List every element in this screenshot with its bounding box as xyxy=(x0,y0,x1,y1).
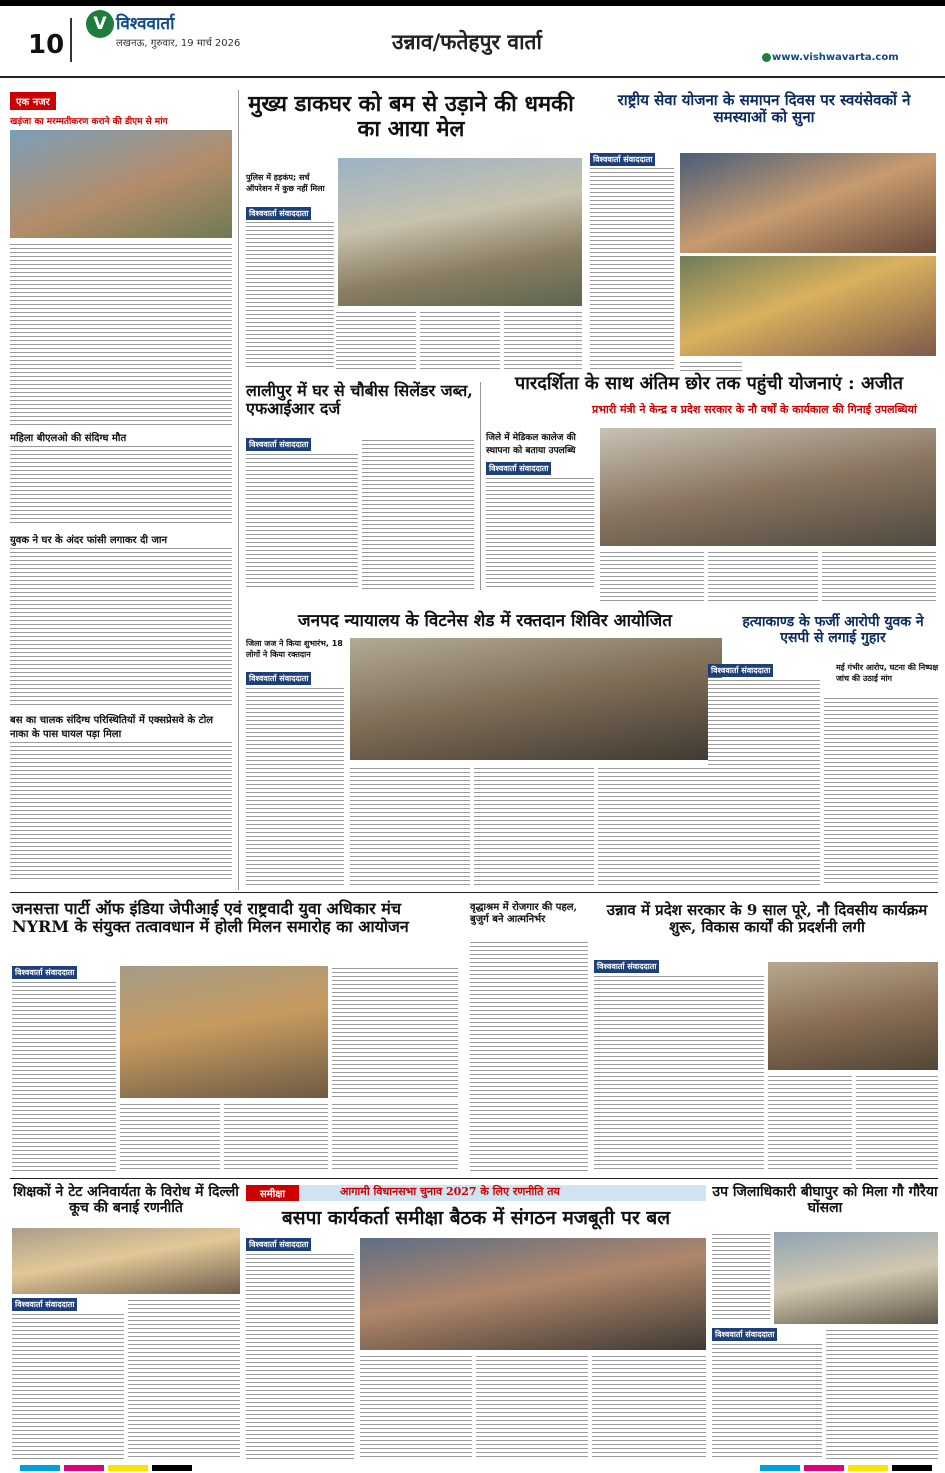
story4-kicker: जिले में मेडिकल कालेज की स्थापना को बताया उपलब्धि xyxy=(486,433,576,456)
story10-body-col1 xyxy=(12,1312,124,1460)
registration-yellow-2 xyxy=(848,1465,888,1471)
story8-body xyxy=(470,940,588,1172)
brief-body-3 xyxy=(10,546,232,706)
story11-tag-title: आगामी विधानसभा चुनाव 2027 के लिए रणनीति तय xyxy=(340,1185,560,1198)
section-rule-2 xyxy=(10,1178,938,1179)
registration-yellow xyxy=(108,1465,148,1471)
registration-magenta-2 xyxy=(804,1465,844,1471)
story11-headline: बसपा कार्यकर्ता समीक्षा बैठक में संगठन मजबूती पर बल xyxy=(281,1207,671,1229)
story9-byline: विश्ववार्ता संवाददाता xyxy=(594,960,659,973)
story7-body-col1 xyxy=(12,980,116,1172)
story7-body-col3 xyxy=(120,1102,220,1172)
story5-headline: जनपद न्यायालय के विटनेस शेड में रक्तदान शिविर आयोजित xyxy=(298,611,672,631)
registration-cyan-2 xyxy=(760,1465,800,1471)
story7-body-col4 xyxy=(224,1102,328,1172)
brief-photo-1 xyxy=(10,130,232,238)
story10-photo xyxy=(12,1228,240,1294)
story4-body-col2 xyxy=(600,550,704,602)
story7-headline: जनसत्ता पार्टी ऑफ इंडिया जेपीआई एवं राष्ट्रवादी युवा अधिकार मंच NYRM के संयुक्त तत्वावधान में होली मिलन समारोह का आयोजन xyxy=(12,899,409,937)
story2-body-col1 xyxy=(246,452,358,590)
story1-kicker: पुलिस में हड़कंप; सर्च ऑपरेशन में कुछ नहीं मिला xyxy=(246,173,325,193)
page-number: 10 xyxy=(28,30,65,60)
story9-headline: उन्नाव में प्रदेश सरकार के 9 साल पूरे, नौ दिवसीय कार्यक्रम शुरू, विकास कार्यों की प्रदर्शनी लगी xyxy=(606,901,928,937)
story9-body-col2 xyxy=(768,1074,852,1172)
story7-photo xyxy=(120,966,328,1098)
story11-photo xyxy=(360,1238,706,1350)
story4-body-col3 xyxy=(708,550,818,602)
story3-headline: राष्ट्रीय सेवा योजना के समापन दिवस पर स्वयंसेवकों ने समस्याओं को सुना xyxy=(617,91,911,127)
story3-byline: विश्ववार्ता संवाददाता xyxy=(590,153,655,166)
story12-photo xyxy=(774,1232,938,1324)
story10-body-col2 xyxy=(128,1298,240,1460)
masthead-dateline: लखनऊ, गुरुवार, 19 मार्च 2026 xyxy=(116,38,241,49)
story11-body-col4 xyxy=(592,1354,706,1460)
story5-photo xyxy=(350,638,722,760)
story2-byline: विश्ववार्ता संवाददाता xyxy=(246,438,311,451)
story11-body-col3 xyxy=(476,1354,588,1460)
story9-photo xyxy=(768,962,938,1070)
story3-body-col1 xyxy=(590,166,674,372)
story1-body-col3 xyxy=(420,310,500,370)
ek-nazar-tag: एक नजर xyxy=(10,92,56,110)
story12-headline: उप जिलाधिकारी बीघापुर को मिला गौ गौरैया घोंसला xyxy=(712,1184,938,1217)
story11-byline: विश्ववार्ता संवाददाता xyxy=(246,1238,311,1251)
story11-tag: समीक्षा xyxy=(246,1185,299,1201)
story7-body-col5 xyxy=(332,1102,458,1172)
story6-kicker: मई गंभीर आरोप, घटना की निष्पक्ष जांच की उठाई मांग xyxy=(836,663,939,683)
story11-body-col2 xyxy=(360,1354,472,1460)
story12-byline: विश्ववार्ता संवाददाता xyxy=(712,1328,777,1341)
story6-body-col2 xyxy=(824,696,938,886)
story12-body-top xyxy=(712,1232,770,1320)
story3-body-col2 xyxy=(680,360,742,372)
left-column xyxy=(10,92,232,882)
brief-body-4 xyxy=(10,740,232,882)
story10-headline: शिक्षकों ने टेट अनिवार्यता के विरोध में दिल्ली कूच की बनाई रणनीति xyxy=(13,1184,239,1217)
story2-headline: लालीपुर में घर से चौबीस सिलेंडर जब्त, एफआईआर दर्ज xyxy=(246,381,473,419)
story6-headline: हत्याकाण्ड के फर्जी आरोपी युवक ने एसपी से लगाई गुहार xyxy=(742,614,924,647)
story5-byline: विश्ववार्ता संवाददाता xyxy=(246,672,311,685)
section-title: उन्नाव/फतेहपुर वार्ता xyxy=(392,29,542,54)
story1-headline: मुख्य डाकघर को बम से उड़ाने की धमकी का आया मेल xyxy=(248,91,574,143)
story1-body-col2 xyxy=(336,310,416,370)
story7-body-col2 xyxy=(332,966,458,1098)
masthead-divider xyxy=(70,18,72,62)
story4-byline: विश्ववार्ता संवाददाता xyxy=(486,462,551,475)
story4-headline: पारदर्शिता के साथ अंतिम छोर तक पहुंची योजनाएं : अजीत xyxy=(515,373,903,394)
story8-headline: वृद्धाश्रम में रोजगार की पहल, बुजुर्ग बने आत्मनिर्भर xyxy=(470,902,578,925)
globe-icon xyxy=(762,53,771,62)
registration-black-2 xyxy=(892,1465,932,1471)
brief-headline-2: महिला बीएलओ की संदिग्ध मौत xyxy=(10,433,127,444)
brand-name: विश्ववार्ता xyxy=(116,14,175,34)
story11-body-col1 xyxy=(246,1252,354,1460)
story3-photo-2 xyxy=(680,256,936,356)
story5-body-col4 xyxy=(598,766,722,886)
brief-body-1 xyxy=(10,242,232,425)
story5-body-col1 xyxy=(246,686,344,886)
story2-body-col2 xyxy=(362,438,474,590)
column-rule-left xyxy=(238,90,239,890)
registration-black xyxy=(152,1465,192,1471)
story5-kicker: जिला जज ने किया शुभारंभ, 18 लोगों ने किया रक्तदान xyxy=(246,639,343,659)
story7-byline: विश्ववार्ता संवाददाता xyxy=(12,966,77,979)
story12-body-col1 xyxy=(712,1342,822,1460)
story5-body-col3 xyxy=(474,766,594,886)
masthead xyxy=(0,0,945,78)
registration-magenta xyxy=(64,1465,104,1471)
story1-body-col4 xyxy=(504,310,582,370)
story5-body-col2 xyxy=(350,766,470,886)
story9-body-col1 xyxy=(594,974,764,1172)
story3-photo-1 xyxy=(680,153,936,253)
site-url[interactable]: www.vishwavarta.com xyxy=(772,52,899,63)
story12-body-col2 xyxy=(826,1328,938,1460)
story9-body-col3 xyxy=(856,1074,938,1172)
brief-body-2 xyxy=(10,444,232,526)
section-rule-1 xyxy=(10,892,938,893)
story4-body-col4 xyxy=(822,550,936,602)
story6-body-col1 xyxy=(708,678,820,886)
brief-headline-4: बस का चालक संदिग्ध परिस्थितियों में एक्सप्रेसवे के टोल नाका के पास घायल पड़ा मिला xyxy=(10,715,214,740)
brand-logo-icon: V xyxy=(86,10,114,38)
story6-byline: विश्ववार्ता संवाददाता xyxy=(708,664,773,677)
story10-byline: विश्ववार्ता संवाददाता xyxy=(12,1298,77,1311)
brief-headline-1: खड़ंजा का मरम्मतीकरण कराने की डीएम से मांग xyxy=(10,117,168,127)
story1-photo xyxy=(338,158,582,306)
brief-headline-3: युवक ने घर के अंदर फांसी लगाकर दी जान xyxy=(10,535,168,546)
column-rule-mid xyxy=(480,382,481,590)
story4-subhead: प्रभारी मंत्री ने केन्द्र व प्रदेश सरकार के नौ वर्षों के कार्यकाल की गिनाई उपलब्धियां xyxy=(592,403,917,416)
story4-photo xyxy=(600,428,936,546)
story1-byline: विश्ववार्ता संवाददाता xyxy=(246,207,311,220)
registration-cyan xyxy=(20,1465,60,1471)
story1-body-col1 xyxy=(246,220,334,370)
story4-body-col1 xyxy=(486,476,594,590)
